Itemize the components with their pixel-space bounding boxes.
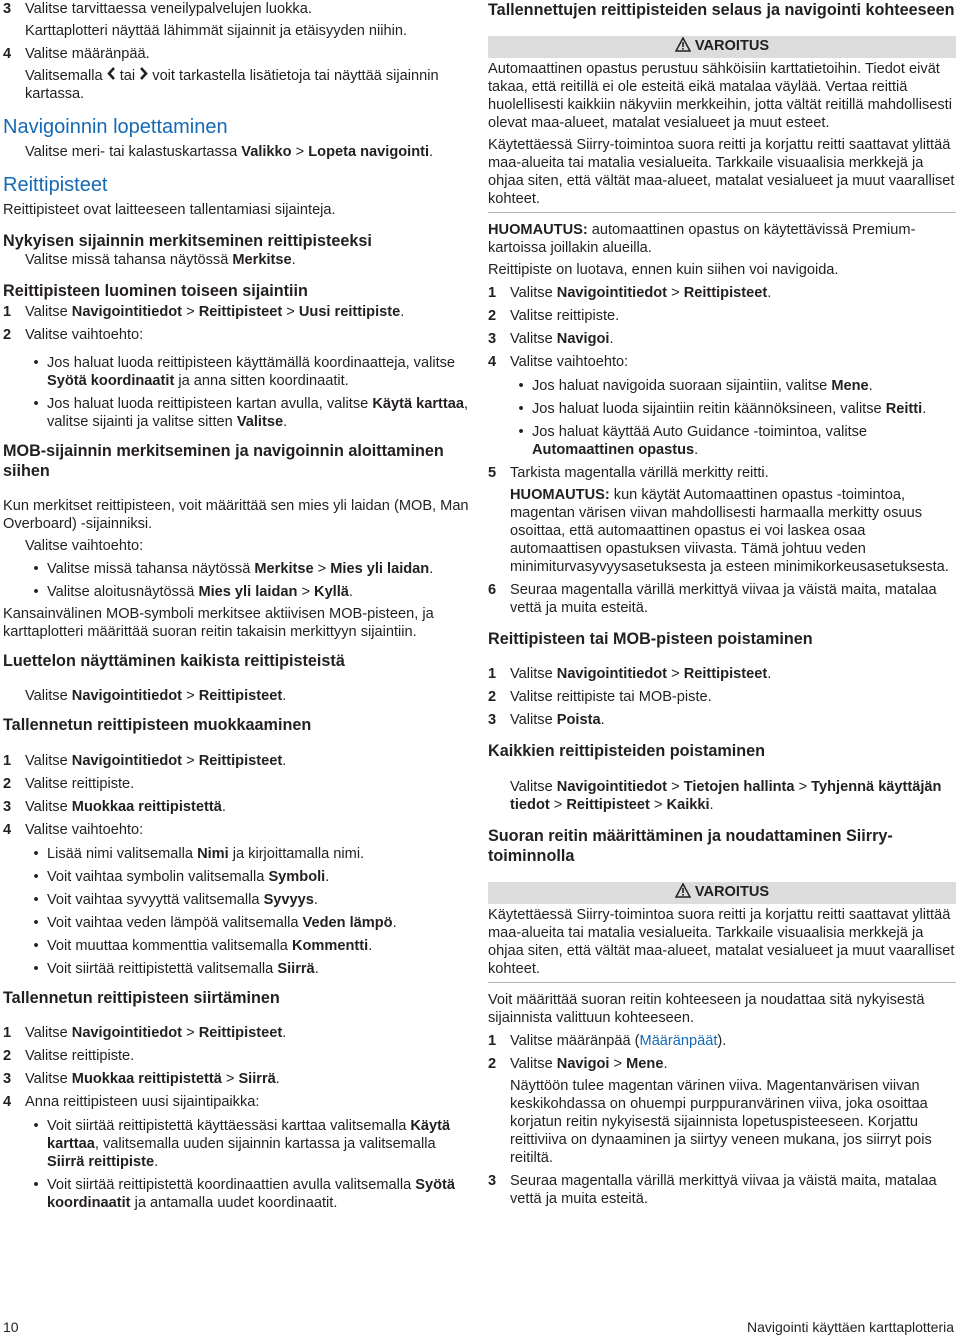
warning-triangle-icon xyxy=(675,883,691,903)
browse-intro: Reittipiste on luotava, ennen kuin siihen voi navigoida. xyxy=(488,262,839,279)
list-item: • Valitse missä tahansa näytössä Merkitse > Mies yli laidan. xyxy=(33,561,434,578)
step-3 xyxy=(3,0,469,18)
step-4-description: Valitsemalla tai voit tarkastella lisätietoja tai näyttää sijainnin kartassa. xyxy=(25,68,439,102)
list-item: • Voit muuttaa kommenttia valitsemalla Kommentti. xyxy=(33,937,373,954)
step-4 xyxy=(3,45,469,63)
step-2: 2 Valitse vaihtoehto: xyxy=(3,327,144,343)
step-2: 2 Valitse reittipiste. xyxy=(3,1047,135,1064)
step-2: 2 Valitse reittipiste. xyxy=(3,775,135,792)
subsection-heading-mob: MOB-sijainnin merkitseminen ja navigoinnin aloittaminen siihen xyxy=(3,442,444,480)
section-heading-waypoints: Reittipisteet xyxy=(3,174,108,196)
section-heading-stop-navigation: Navigoinnin lopettaminen xyxy=(3,116,228,138)
waypoints-description: Reittipisteet ovat laitteeseen tallentamiasi sijainteja. xyxy=(3,202,336,218)
stop-navigation-text: Valitse meri- tai kalastuskartassa Valikko > Lopeta navigointi. xyxy=(25,144,434,160)
divider xyxy=(488,982,956,983)
step-number: 4 xyxy=(3,46,12,62)
step-3: 3 Valitse Muokkaa reittipistettä > Siirrä. xyxy=(3,1070,280,1087)
step-1: 1 Valitse määränpää (Määränpäät). xyxy=(488,1032,727,1049)
list-item: • Voit vaihtaa symbolin valitsemalla Symboli. xyxy=(33,868,330,885)
step-4: 4 Valitse vaihtoehto: xyxy=(488,354,629,371)
warning-text: Automaattinen opastus perustuu sähköisiin karttatietoihin. Tiedot eivät takaa, että reitillä ei ole esteitä eikä matalaa väylää. Vertaa reittiä huolellisesti kaikkiin näkyviin merkkeihin, jotta vältät reitillä mahdollisesti olevat maa-alueet, matalat vesialueet ja muut esteet. xyxy=(488,61,952,132)
step-2: 2 Valitse reittipiste tai MOB-piste. xyxy=(488,689,712,706)
list-item: • Jos haluat luoda reittipisteen kartan avulla, valitse Käytä karttaa, valitse sijainti ja valitse sitten Valitse. xyxy=(33,396,469,430)
goto-intro: Voit määrittää suoran reitin kohteeseen ja noudattaa sitä nykyisestä sijainnista valittuun kohteeseen. xyxy=(488,991,925,1026)
delete-all-text: Valitse Navigointitiedot > Tietojen hallinta > Tyhjennä käyttäjän tiedot > Reittipisteet > Kaikki. xyxy=(510,778,942,813)
step-1: 1 Valitse Navigointitiedot > Reittipisteet. xyxy=(488,666,772,683)
step-5: 5 Tarkista magentalla värillä merkitty reitti. xyxy=(488,465,769,482)
subsection-heading-mark-location: Nykyisen sijainnin merkitseminen reittipisteeksi xyxy=(3,232,372,250)
step-1: 1 Valitse Navigointitiedot > Reittipisteet. xyxy=(488,285,772,302)
warning-text: Käytettäessä Siirry-toimintoa suora reitti ja korjattu reitti saattavat ylittää maa-alueita tai matalia vesialueita. Tarkkaile visuaalisia merkkejä ja ohjaa siten, että vältät maa-alueet, matalat vesialueet ja muut vaaralliset kohteet. xyxy=(488,906,955,977)
subsection-heading-create-waypoint: Reittipisteen luominen toiseen sijaintiin xyxy=(3,282,308,300)
list-item: • Jos haluat käyttää Auto Guidance -toimintoa, valitse Automaattinen opastus. xyxy=(518,424,868,459)
list-item: • Valitse aloitusnäytössä Mies yli laidan > Kyllä. xyxy=(33,584,353,601)
right-column xyxy=(488,0,956,1208)
list-item: • Voit siirtää reittipistettä valitsemalla Siirrä. xyxy=(33,960,319,977)
list-item: • Voit vaihtaa veden lämpöä valitsemalla Veden lämpö. xyxy=(33,914,397,931)
subsection-heading-goto: Suoran reitin määrittäminen ja noudattaminen Siirry-toiminnolla xyxy=(488,826,893,865)
step-text: Valitse tarvittaessa veneilypalvelujen luokka. xyxy=(25,1,312,17)
list-item: • Voit siirtää reittipistettä käyttäessäsi karttaa valitsemalla Käytä karttaa, valitsemalla uuden sijainnin kartassa ja valitsemalla Siirrä reittipiste. xyxy=(33,1117,451,1170)
step-5-note: HUOMAUTUS: kun käytät Automaattinen opastus -toimintoa, magentan värisen viivan mahdollisesti harmaalla merkitty osuus osoittaa, että automaattinen opastus ei voi laskea osaa automaattisen opastuksen viivasta. Tämä johtuu veden minimiturvasyvyysasetuksesta ja esteen minimikorkeusasetuksesta. xyxy=(510,487,949,576)
step-3: 3 Seuraa magentalla värillä merkittyä viivaa ja väistä maita, matalaa vettä ja muita esteitä. xyxy=(488,1172,937,1207)
step-text: Valitse määränpää. xyxy=(25,46,150,62)
warning-text: Käytettäessä Siirry-toimintoa suora reitti ja korjattu reitti saattavat ylittää maa-alueita tai matalia vesialueita. Tarkkaile visuaalisia merkkejä ja ohjaa siten, että vältät maa-alueet, matalat vesialueet ja muut vaaralliset kohteet. xyxy=(488,137,955,208)
warning-triangle-icon xyxy=(675,37,691,57)
subsection-heading-delete-one: Reittipisteen tai MOB-pisteen poistaminen xyxy=(488,630,813,649)
destinations-link[interactable]: Määränpäät xyxy=(639,1032,718,1049)
chevron-left-icon xyxy=(107,67,116,85)
note-text: HUOMAUTUS: automaattinen opastus on käytettävissä Premium-kartoissa joillakin alueilla. xyxy=(488,222,916,257)
step-number: 3 xyxy=(3,1,12,17)
step-2: 2 Valitse Navigoi > Mene. xyxy=(488,1055,668,1072)
subsection-heading-browse: Tallennettujen reittipisteiden selaus ja navigointi kohteeseen xyxy=(488,1,955,19)
chevron-right-icon xyxy=(139,67,148,85)
step-1: 1 Valitse Navigointitiedot > Reittipisteet. xyxy=(3,752,287,769)
list-item: • Jos haluat luoda sijaintiin reitin käännöksineen, valitse Reitti. xyxy=(518,401,927,418)
mob-choose: Valitse vaihtoehto: xyxy=(25,538,144,555)
warning-banner: VAROITUS xyxy=(488,882,956,904)
step-3: 3 Valitse Poista. xyxy=(488,712,605,729)
footer-title: Navigointi käyttäen karttaplotteria xyxy=(747,1319,954,1335)
step-4: 4 Anna reittipisteen uusi sijaintipaikka: xyxy=(3,1093,260,1110)
warning-banner: VAROITUS xyxy=(488,36,956,58)
step-6: 6 Seuraa magentalla värillä merkittyä viivaa ja väistä maita, matalaa vettä ja muita esteitä. xyxy=(488,582,937,617)
list-all-text: Valitse Navigointitiedot > Reittipisteet. xyxy=(25,688,287,705)
mark-location-text: Valitse missä tahansa näytössä Merkitse. xyxy=(25,252,296,268)
step-2-description: Näyttöön tulee magentan värinen viiva. Magentanvärisen viivan keskikohdassa on ohuempi purppuranvärinen viiva, joka osoittaa korjatun reitin nykyisestä sijainnista lopetuspisteeseen. Korjattu reittiviiva on dynaaminen ja siirtyy veneen mukana, jos siirryt pois reitiltä. xyxy=(510,1077,932,1166)
subsection-heading-edit: Tallennetun reittipisteen muokkaaminen xyxy=(3,716,312,735)
divider xyxy=(488,212,956,213)
list-item: • Voit vaihtaa syvyyttä valitsemalla Syvyys. xyxy=(33,891,318,908)
subsection-heading-move: Tallennetun reittipisteen siirtäminen xyxy=(3,988,280,1007)
list-item: • Jos haluat navigoida suoraan sijaintiin, valitse Mene. xyxy=(518,378,873,395)
page-number: 10 xyxy=(3,1319,19,1335)
list-item: • Lisää nimi valitsemalla Nimi ja kirjoittamalla nimi. xyxy=(33,845,365,862)
list-item: • Voit siirtää reittipistettä koordinaattien avulla valitsemalla Syötä koordinaatit ja antamalla uudet koordinaatit. xyxy=(33,1176,456,1211)
mob-after-text: Kansainvälinen MOB-symboli merkitsee aktiivisen MOB-pisteen, ja karttaplotteri määrittää suoran reitin takaisin merkittyyn sijaintiin. xyxy=(3,606,434,641)
step-2: 2 Valitse reittipiste. xyxy=(488,308,620,325)
step-4: 4 Valitse vaihtoehto: xyxy=(3,821,144,838)
step-3: 3 Valitse Muokkaa reittipistettä. xyxy=(3,798,226,815)
subsection-heading-list-all: Luettelon näyttäminen kaikista reittipisteistä xyxy=(3,652,345,671)
step-result: Karttaplotteri näyttää lähimmät sijainnit ja etäisyyden niihin. xyxy=(25,23,408,39)
step-1: 1 Valitse Navigointitiedot > Reittipisteet. xyxy=(3,1024,287,1041)
step-1: 1 Valitse Navigointitiedot > Reittipisteet > Uusi reittipiste. xyxy=(3,304,405,320)
subsection-heading-delete-all: Kaikkien reittipisteiden poistaminen xyxy=(488,742,766,761)
list-item: • Jos haluat luoda reittipisteen käyttämällä koordinaatteja, valitse Syötä koordinaatit ja anna sitten koordinaatit. xyxy=(33,355,456,389)
left-column xyxy=(3,0,469,1212)
step-3: 3 Valitse Navigoi. xyxy=(488,331,614,348)
mob-description: Kun merkitset reittipisteen, voit määrittää sen mies yli laidan (MOB, Man Overboard) -sijainniksi. xyxy=(3,498,469,533)
